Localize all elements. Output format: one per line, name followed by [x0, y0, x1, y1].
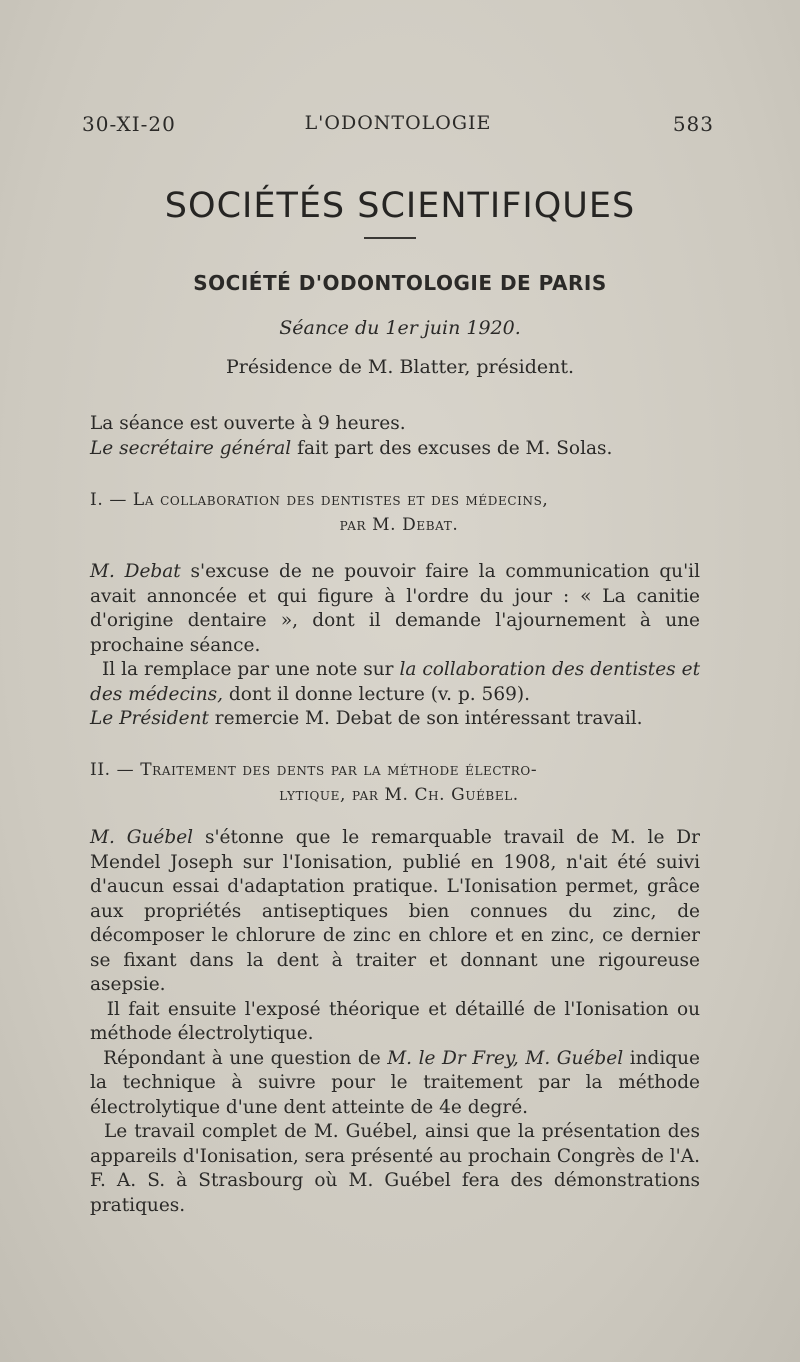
running-header: [82, 112, 714, 142]
speaker-debat: M. Debat: [90, 561, 181, 582]
secretary-line: [90, 437, 700, 462]
section-2-paragraph-4: [90, 1120, 700, 1218]
journal-name: L'ODONTOLOGIE: [304, 112, 492, 134]
section-1-paragraph-1: [90, 560, 700, 658]
section-2-heading-line1: II. — Traitement des dents par la méthode électro-: [90, 760, 538, 780]
section-1-heading: [90, 488, 708, 538]
section-1-paragraph-2-italic: la collaboration des dentistes et des médecins,: [90, 659, 701, 705]
section-1-paragraph-2-start: Il la remplace par une note sur: [101, 659, 400, 680]
page-title: SOCIÉTÉS SCIENTIFIQUES: [164, 186, 636, 226]
section-1-paragraph-1-text: s'excuse de ne pouvoir faire la communication qu'il avait annoncée et qui figure à l'ordre du jour : « La canitie d'origine dentaire », dont il demande l'ajournement à une prochaine séance.: [90, 561, 700, 656]
section-2-paragraph-1: [90, 826, 700, 998]
section-1-paragraph-2: [90, 658, 700, 707]
section-1-paragraph-3: [90, 707, 700, 732]
secretary-text: fait part des excuses de M. Solas.: [291, 437, 613, 459]
section-2-paragraph-2-text: Il fait ensuite l'exposé théorique et détaillé de l'Ionisation ou méthode électrolytique.: [90, 998, 701, 1044]
section-2-paragraph-4-text: Le travail complet de M. Guébel, ainsi que la présentation des appareils d'Ionisation, sera présenté au prochain Congrès de l'A. F. A. S. à Strasbourg où M. Guébel fera des démonstrations pratiques.: [90, 1121, 700, 1216]
issue-date: 30-XI-20: [82, 112, 176, 136]
section-1-heading-line2: par M. Debat.: [339, 515, 459, 535]
session-date: Séance du 1er juin 1920.: [279, 317, 521, 339]
section-2-paragraph-3: [90, 1047, 700, 1121]
section-2-paragraph-3-rest: indique la technique à suivre pour le traitement par la méthode électrolytique d'une dent atteinte de 4e degré.: [90, 1047, 700, 1118]
section-2-body: [90, 826, 700, 1218]
section-2-paragraph-1-text: s'étonne que le remarquable travail de M. le Dr Mendel Joseph sur l'Ionisation, publié en 1908, n'ait été suivi d'aucun essai d'adaptation pratique. L'Ionisation permet, grâce aux propriétés antiseptiques bien connues du zinc, de décomposer le chlorure de zinc en chlore et en zinc, ce dernier se fixant dans la dent à traiter et donnant une rigoureuse asepsie.: [90, 827, 700, 995]
speaker-guebel: M. Guébel: [90, 827, 194, 848]
section-1-paragraph-2-rest: dont il donne lecture (v. p. 569).: [223, 683, 530, 705]
section-2-heading: [90, 758, 708, 808]
page-number: 583: [672, 112, 714, 136]
section-1-paragraph-3-text: remercie M. Debat de son intéressant travail.: [208, 708, 643, 729]
section-1-heading-line1: I. — La collaboration des dentistes et des médecins,: [90, 490, 549, 510]
section-2-heading-line2: lytique, par M. Ch. Guébel.: [279, 785, 519, 805]
section-2-paragraph-3-italic: M. le Dr Frey, M. Guébel: [387, 1047, 624, 1069]
title-divider: [364, 237, 416, 239]
opening-block: [90, 412, 700, 461]
secretary-label: Le secrétaire général: [90, 437, 292, 459]
speaker-president: Le Président: [90, 708, 209, 729]
section-1-body: [90, 560, 700, 732]
section-2-paragraph-2: [90, 998, 700, 1047]
presidency-line: Présidence de M. Blatter, président.: [225, 356, 575, 378]
section-2-paragraph-3-start: Répondant à une question de: [103, 1047, 388, 1069]
society-heading: SOCIÉTÉ D'ODONTOLOGIE DE PARIS: [193, 271, 607, 295]
opening-line: La séance est ouverte à 9 heures.: [90, 413, 406, 434]
